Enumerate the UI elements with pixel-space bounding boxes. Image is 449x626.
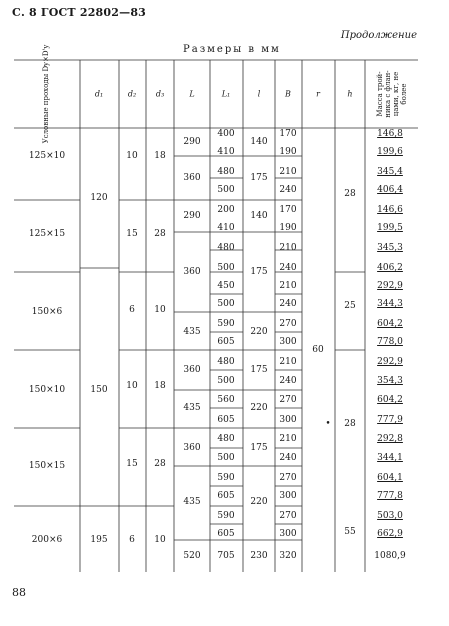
B-cell: 240 (279, 263, 297, 273)
L-cell: 360 (183, 365, 201, 375)
mass-cell: 199,6 (377, 147, 403, 157)
d2-cell: 6 (129, 535, 135, 545)
L1-cell: 605 (217, 415, 235, 425)
header-B: B (285, 89, 291, 99)
l-cell: 220 (250, 497, 268, 507)
L1-cell: 605 (217, 529, 235, 539)
d3-cell: 10 (154, 535, 166, 545)
l-cell: 175 (250, 365, 268, 375)
L1-cell: 500 (217, 263, 235, 273)
mass-cell: 778,0 (377, 337, 403, 347)
d1-cell: 195 (90, 535, 108, 545)
mass-cell: 662,9 (377, 529, 403, 539)
mass-cell: 406,4 (377, 185, 403, 195)
B-cell: 210 (279, 281, 297, 291)
r-cell: 60 (312, 345, 324, 355)
B-cell: 170 (279, 205, 297, 215)
L-cell: 520 (183, 551, 201, 561)
mass-cell: 345,4 (377, 167, 403, 177)
mass-cell: 146,8 (377, 129, 403, 139)
nominal-cell: 125×10 (28, 151, 66, 161)
mass-cell: 354,3 (377, 376, 403, 386)
mass-cell: 199,5 (377, 223, 403, 233)
h-cell: 25 (344, 301, 356, 311)
mass-cell: 604,1 (377, 473, 403, 483)
d1-cell: 120 (90, 193, 108, 203)
L1-cell: 560 (217, 395, 235, 405)
nominal-cell: 150×6 (31, 307, 63, 317)
L1-cell: 590 (217, 511, 235, 521)
L1-cell: 500 (217, 376, 235, 386)
nominal-cell: 125×15 (28, 229, 66, 239)
B-cell: 270 (279, 319, 297, 329)
B-cell: 240 (279, 299, 297, 309)
d1-cell: 150 (90, 385, 108, 395)
header-mass: Масса трой-ника с флан-цами, кг, не более (376, 70, 408, 118)
B-cell: 190 (279, 147, 297, 157)
d2-cell: 15 (126, 229, 138, 239)
header-L: L (189, 89, 195, 99)
header-l: l (257, 89, 261, 99)
h-cell: 55 (344, 527, 356, 537)
L-cell: 435 (183, 497, 201, 507)
B-cell: 210 (279, 243, 297, 253)
L-cell: 360 (183, 443, 201, 453)
d3-cell: 10 (154, 305, 166, 315)
continuation-label: Продолжение (340, 30, 417, 41)
d2-cell: 15 (126, 459, 138, 469)
L1-cell: 590 (217, 319, 235, 329)
header-r: r (316, 89, 320, 99)
l-cell: 140 (250, 137, 268, 147)
d3-cell: 28 (154, 229, 166, 239)
l-cell: 140 (250, 211, 268, 221)
L-cell: 290 (183, 137, 201, 147)
L1-cell: 400 (217, 129, 235, 139)
page-header: С. 8 ГОСТ 22802—83 (12, 6, 147, 19)
mass-cell: 777,8 (377, 491, 403, 501)
L1-cell: 450 (217, 281, 235, 291)
h-cell: 28 (344, 419, 356, 429)
h-bullet: • (325, 419, 331, 429)
l-cell: 220 (250, 327, 268, 337)
mass-cell: 406,2 (377, 263, 403, 273)
B-cell: 210 (279, 167, 297, 177)
d3-cell: 28 (154, 459, 166, 469)
L1-cell: 480 (217, 434, 235, 444)
L1-cell: 500 (217, 299, 235, 309)
B-cell: 240 (279, 453, 297, 463)
d3-cell: 18 (154, 151, 166, 161)
L1-cell: 200 (217, 205, 235, 215)
header-L1: L₁ (221, 89, 231, 99)
l-cell: 175 (250, 173, 268, 183)
B-cell: 170 (279, 129, 297, 139)
page-number: 88 (12, 586, 26, 599)
mass-cell: 344,3 (377, 299, 403, 309)
d2-cell: 6 (129, 305, 135, 315)
mass-cell: 777,9 (377, 415, 403, 425)
B-cell: 240 (279, 376, 297, 386)
L-cell: 360 (183, 267, 201, 277)
h-cell: 28 (344, 189, 356, 199)
mass-cell: 345,3 (377, 243, 403, 253)
L-cell: 435 (183, 403, 201, 413)
mass-cell: 292,8 (377, 434, 403, 444)
B-cell: 270 (279, 511, 297, 521)
mass-cell: 503,0 (377, 511, 403, 521)
mass-cell: 292,9 (377, 357, 403, 367)
d3-cell: 18 (154, 381, 166, 391)
L1-cell: 605 (217, 337, 235, 347)
B-cell: 210 (279, 434, 297, 444)
mass-cell: 604,2 (377, 395, 403, 405)
L1-cell: 480 (217, 357, 235, 367)
l-cell: 220 (250, 403, 268, 413)
mass-cell: 604,2 (377, 319, 403, 329)
L1-cell: 410 (217, 223, 235, 233)
header-d2: d₂ (127, 89, 137, 99)
B-cell: 270 (279, 473, 297, 483)
B-cell: 300 (279, 529, 297, 539)
L1-cell: 410 (217, 147, 235, 157)
mass-cell: 1080,9 (374, 551, 406, 561)
B-cell: 190 (279, 223, 297, 233)
d2-cell: 10 (126, 381, 138, 391)
L-cell: 290 (183, 211, 201, 221)
L-cell: 360 (183, 173, 201, 183)
B-cell: 300 (279, 337, 297, 347)
B-cell: 320 (279, 551, 297, 561)
header-h: h (347, 89, 353, 99)
L1-cell: 480 (217, 243, 235, 253)
L1-cell: 500 (217, 453, 235, 463)
l-cell: 175 (250, 443, 268, 453)
l-cell: 175 (250, 267, 268, 277)
l-cell: 230 (250, 551, 268, 561)
mass-cell: 292,9 (377, 281, 403, 291)
B-cell: 210 (279, 357, 297, 367)
L-cell: 435 (183, 327, 201, 337)
nominal-cell: 200×6 (31, 535, 63, 545)
header-d1: d₁ (94, 89, 104, 99)
B-cell: 270 (279, 395, 297, 405)
d2-cell: 10 (126, 151, 138, 161)
nominal-cell: 150×10 (28, 385, 66, 395)
B-cell: 240 (279, 185, 297, 195)
L1-cell: 705 (217, 551, 235, 561)
header-nominal: Условные проходы Dy×D'y (42, 44, 50, 144)
L1-cell: 500 (217, 185, 235, 195)
B-cell: 300 (279, 415, 297, 425)
L1-cell: 605 (217, 491, 235, 501)
sizes-caption: Размеры в мм (183, 44, 281, 55)
mass-cell: 146,6 (377, 205, 403, 215)
nominal-cell: 150×15 (28, 461, 66, 471)
B-cell: 300 (279, 491, 297, 501)
L1-cell: 480 (217, 167, 235, 177)
mass-cell: 344,1 (377, 453, 403, 463)
header-d3: d₃ (155, 89, 165, 99)
L1-cell: 590 (217, 473, 235, 483)
